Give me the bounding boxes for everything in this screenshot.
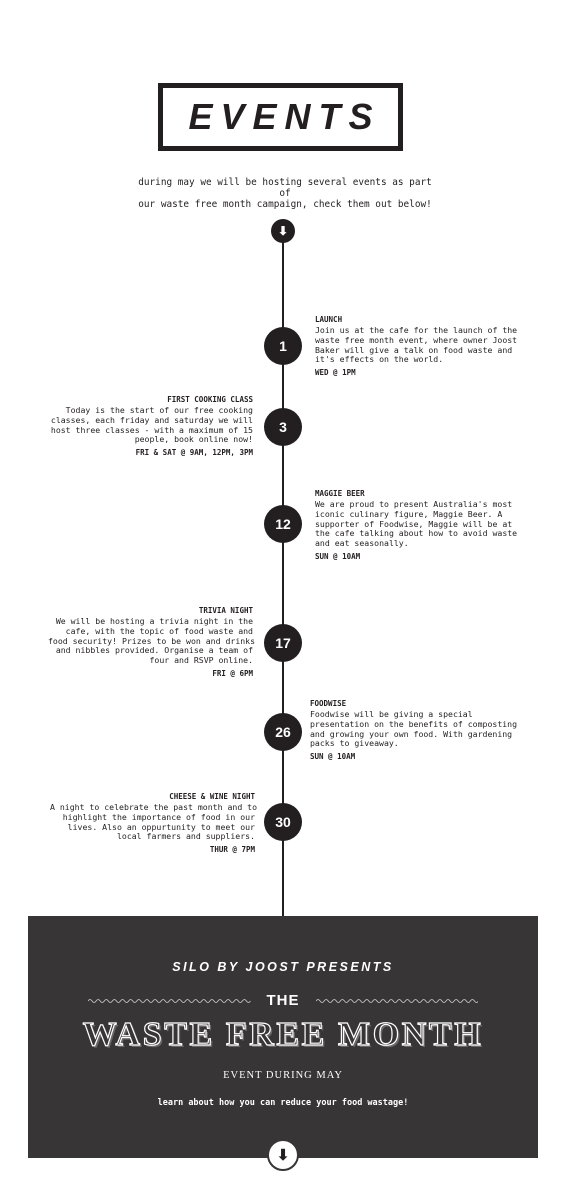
event-line: and eat seasonally. (315, 538, 409, 549)
event-during-text: EVENT DURING MAY (223, 1070, 343, 1081)
event-time: WED @ 1PM (315, 368, 356, 378)
event-line: packs to giveaway. (310, 738, 399, 749)
intro-text (130, 177, 440, 210)
event-line: waste free month event, where owner Joost (315, 334, 518, 345)
event-title: TRIVIA NIGHT (198, 606, 253, 615)
event-line: lives. Also an oppurtunity to meet our (67, 821, 255, 832)
event-description (50, 802, 258, 842)
down-arrow-icon[interactable]: ⬇ (267, 1139, 299, 1171)
event-line: host three classes - with a maximum of 15 (50, 424, 253, 435)
event-time: FRI @ 6PM (212, 668, 253, 678)
page-title: EVENTS (188, 96, 381, 137)
the-row (88, 992, 478, 1009)
event-title: FIRST COOKING CLASS (167, 395, 253, 404)
event-line: Baker will give a talk on food waste and (315, 344, 513, 355)
event-line: We will be hosting a trivia night in the (55, 616, 253, 626)
day-12-badge (266, 507, 300, 541)
event-description (310, 709, 518, 749)
day-number: 17 (275, 635, 291, 651)
down-arrow-icon[interactable]: ⬇ (271, 219, 295, 243)
day-number: 3 (279, 419, 287, 435)
event-description (315, 500, 520, 549)
event-line: it's effects on the world. (315, 354, 444, 365)
event-title: CHEESE & WINE NIGHT (169, 792, 255, 801)
day-number: 1 (279, 338, 287, 354)
squiggle-divider-left (88, 998, 251, 1004)
day-17-badge (266, 626, 300, 660)
footer-banner (28, 916, 538, 1158)
event-line: local farmers and suppliers. (116, 831, 255, 842)
event-line: Foodwise will be giving a special (310, 709, 473, 719)
event-line: and nibbles provided. Organise a team of (55, 645, 253, 656)
event-line: cafe, with the topic of food waste and (65, 625, 253, 636)
event-trivia-night (48, 606, 256, 679)
day-1-badge (266, 329, 300, 363)
event-maggie-beer (315, 489, 520, 562)
squiggle-divider-right (316, 998, 479, 1004)
event-foodwise (310, 699, 518, 762)
event-line: supporter of Foodwise, Maggie will be at (315, 518, 513, 529)
intro-line: our waste free month campaign, check them out below! (138, 199, 432, 210)
event-line: A night to celebrate the past month and to (50, 802, 258, 812)
tagline: learn about how you can reduce your food wastage! (157, 1098, 409, 1108)
event-line: four and RSVP online. (149, 655, 253, 666)
event-time: SUN @ 10AM (315, 551, 361, 561)
event-description (48, 616, 256, 666)
event-line: highlight the importance of food in our (62, 811, 255, 822)
event-title: MAGGIE BEER (315, 489, 365, 498)
presents-text: SILO BY JOOST PRESENTS (172, 960, 394, 974)
event-time: SUN @ 10AM (310, 752, 356, 762)
event-description (315, 326, 520, 365)
intro-line: during may we will be hosting several events as part of (138, 177, 432, 199)
event-line: iconic culinary figure, Maggie Beer. A (315, 508, 503, 519)
event-line: Today is the start of our free cooking (65, 405, 253, 415)
event-time: FRI & SAT @ 9AM, 12PM, 3PM (135, 448, 253, 458)
the-text: THE (266, 992, 300, 1009)
event-title: FOODWISE (310, 699, 347, 708)
headline: WASTE FREE MONTH (82, 1016, 484, 1053)
event-line: presentation on the benefits of composting (310, 718, 518, 729)
event-line: people, book online now! (134, 434, 253, 445)
event-first-cooking-class (48, 395, 253, 458)
event-line: Join us at the cafe for the launch of the (315, 325, 518, 335)
event-line: We are proud to present Australia's most (315, 499, 513, 509)
event-cheese-wine-night (50, 792, 258, 855)
day-26-badge (266, 715, 300, 749)
event-description (48, 406, 253, 445)
events-title-box (158, 83, 403, 151)
day-number: 26 (275, 724, 291, 740)
event-line: classes, each friday and saturday we will (50, 414, 253, 425)
event-launch (315, 315, 520, 378)
event-line: and growing your own food. With gardening (310, 728, 513, 739)
day-30-badge (266, 805, 300, 839)
event-line: food security! Prizes to be won and drinks (48, 635, 256, 646)
day-number: 30 (275, 814, 291, 830)
day-number: 12 (275, 516, 291, 532)
event-title: LAUNCH (315, 315, 343, 324)
event-line: the cafe talking about how to avoid waste (315, 528, 518, 539)
day-3-badge (266, 410, 300, 444)
event-time: THUR @ 7PM (209, 845, 255, 855)
